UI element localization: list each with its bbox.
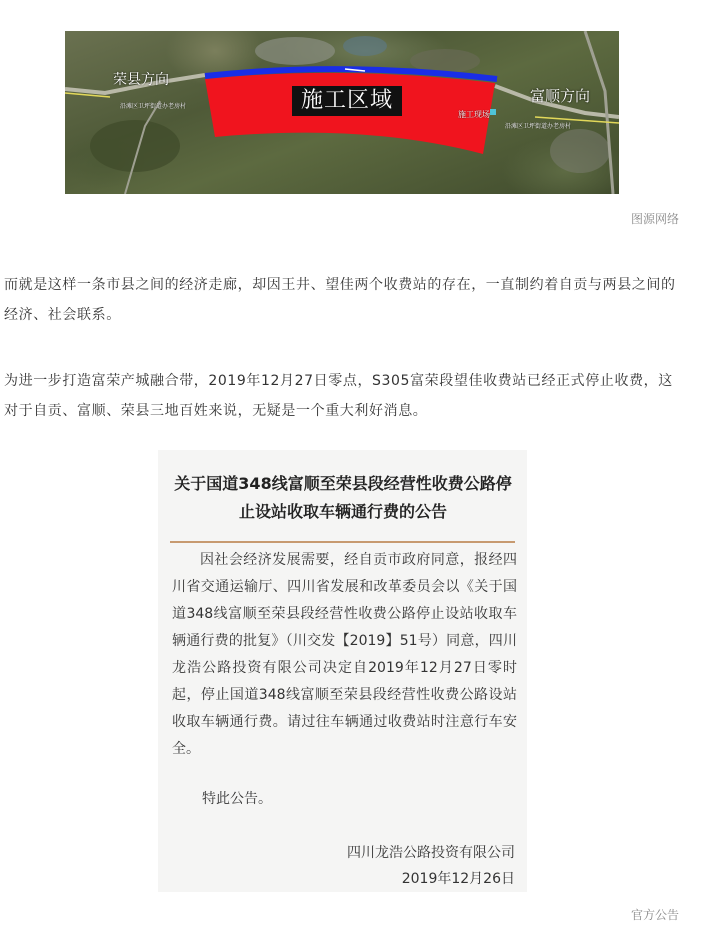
notice-body: 因社会经济发展需要，经自贡市政府同意，报经四川省交通运输厅、四川省发展和改革委员会以《关于国道348线富顺至荣县段经营性收费公路停止设站收取车辆通行费的批复》（川交发【2019】51号）同意，四川龙浩公路投资有限公司决定自2019年12月27日零时起，停止国道348线富顺至荣县段经营性收费公路设站收取车辆通行费。请过往车辆通过收费站时注意行车安全。 [172,552,517,757]
satellite-map-image [65,31,619,194]
notice-date: 2019年12月26日 [401,871,515,887]
village-label-right: 沿滩区卫坪街道办老房村 [505,123,572,130]
notice-divider [170,541,515,543]
notice-signature: 四川龙浩公路投资有限公司 [347,845,515,861]
article-paragraph-2: 为进一步打造富荣产城融合带，2019年12月27日零点，S305富荣段望佳收费站已经正式停止收费，这对于自贡、富顺、荣县三地百姓来说，无疑是一个重大利好消息。 [4,373,673,419]
construction-zone-label: 施工区域 [292,86,402,116]
building-cluster [255,37,335,65]
worksite-label: 施工现场 [458,110,490,119]
image-caption-official: 官方公告 [630,908,679,922]
right-direction-label: 富顺方向 [530,87,591,105]
forest-patch [90,120,180,172]
notice-closing: 特此公告。 [202,791,272,807]
image-caption-source: 图源网络 [630,212,679,226]
worksite-marker [490,109,496,115]
left-direction-label: 荣县方向 [113,72,169,88]
building-cluster [550,129,610,173]
water-body [343,36,387,56]
notice-title: 关于国道348线富顺至荣县段经营性收费公路停止设站收取车辆通行费的公告 [174,474,512,521]
article-paragraph-1: 而就是这样一条市县之间的经济走廊，却因王井、望佳两个收费站的存在，一直制约着自贡与两县之间的经济、社会联系。 [4,277,676,323]
village-label-left: 沿滩区卫坪街道办老房村 [120,103,187,110]
official-notice-image [158,450,527,892]
